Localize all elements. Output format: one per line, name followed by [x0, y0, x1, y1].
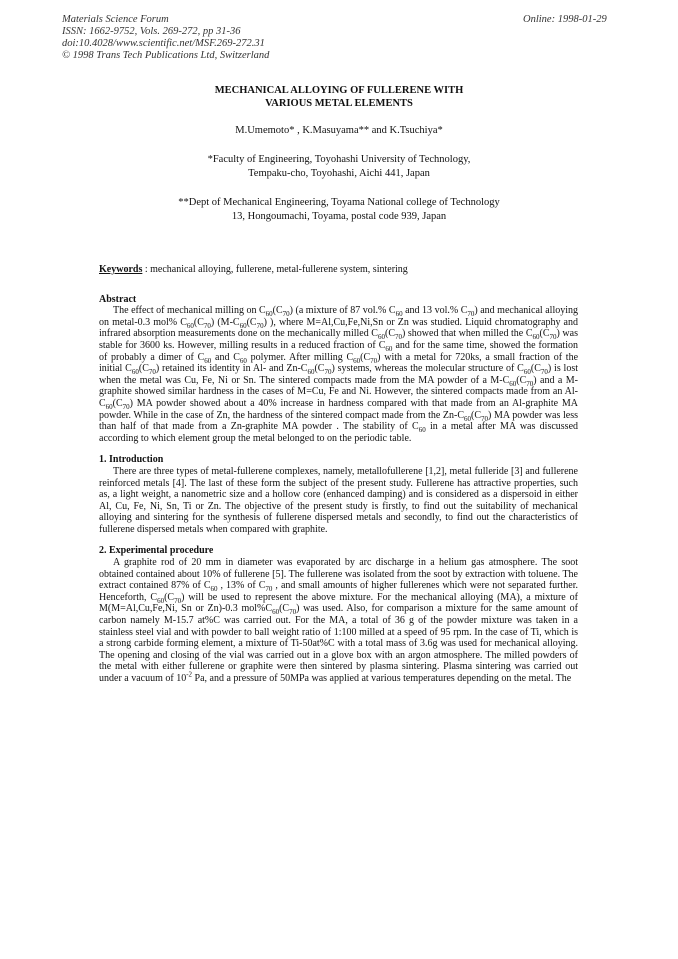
introduction-heading: 1. Introduction — [99, 454, 164, 466]
title-line-2: VARIOUS METAL ELEMENTS — [265, 98, 413, 109]
affiliation-1-line-2: Tempaku-cho, Toyohashi, Aichi 441, Japan — [248, 168, 430, 179]
keywords-text: : mechanical alloying, fullerene, metal-fullerene system, sintering — [142, 264, 408, 275]
introduction-text: There are three types of metal-fullerene complexes, namely, metallofullerene [1,2], metal fulleride [3] and fullerene reinforced metals [4]. The last of these form the subject of the present study. Fullerene has attractive properties, such as, a light weight, a nanometric size and a hollow core (enhanced damping) and is considered as a dispersoid in either Al, Cu, Fe, Ni, Sn, Ti or Zn. The objective of the present study is firstly, to find out the suitability of mechanical alloying and sintering for the synthesis of fullerene dispersed metals and secondly, to find out the characteristics of fullerene dispersed metals when compared with graphite. — [99, 465, 578, 535]
paper-title — [0, 84, 678, 110]
doi-line: doi:10.4028/www.scientific.net/MSF.269-272.31 — [62, 38, 265, 49]
experimental-heading: 2. Experimental procedure — [99, 545, 214, 557]
affiliation-2 — [0, 196, 678, 224]
author-list: M.Umemoto* , K.Masuyama** and K.Tsuchiya* — [235, 125, 443, 136]
online-date: Online: 1998-01-29 — [523, 14, 607, 25]
keywords-label: Keywords — [99, 264, 143, 275]
experimental-text: A graphite rod of 20 mm in diameter was evaporated by arc discharge in a helium gas atmosphere. The soot obtained contained about 10% of fullerene [5]. The fullerene was isolated from the soot by extraction with toluene. The extract contained 87% of $C_{60}$ , 13% of $C_{70}$ , and small amounts of higher fullerenes which were not separated further. Henceforth, $C_{60}(C_{70})$ will be used to represent the above mixture. For the mechanical alloying (MA), a mixture of M(M=Al,Cu,Fe,Ni, Sn or Zn)-0.3 $mol\%C_{60}(C_{70})$ was used. Also, for comparison a mixture for the same amount of carbon namely M-15.7 at%C was carried out. For the MA, a total of 36 g of the powder mixture was taken in a stainless steel vial and with powder to ball weight ratio of 1:100 milled at a speed of 95 rpm. In the case of Ti, which is a strong carbide forming element, a mixture of Ti-50at%C with a total mass of 3.6g was used for mechanical alloying. The opening and closing of the vial was carried out in a glove box with an argon atmosphere. The milled powders of the metal with either fullerene or graphite were then sintered by plasma sintering. Plasma sintering was carried out under a vacuum of $10^{-2}$ Pa, and a pressure of 50MPa was applied at various temperatures depending on the metal. The — [99, 557, 578, 684]
journal-header — [62, 14, 269, 62]
affiliation-2-line-1: **Dept of Mechanical Engineering, Toyama National college of Technology — [178, 197, 500, 208]
keywords — [99, 264, 578, 276]
affiliation-2-line-2: 13, Hongoumachi, Toyama, postal code 939, Japan — [231, 211, 447, 222]
title-line-1: MECHANICAL ALLOYING OF FULLERENE WITH — [214, 85, 464, 96]
affiliation-1 — [0, 153, 678, 181]
abstract-heading: Abstract — [99, 293, 137, 305]
affiliation-1-line-1: *Faculty of Engineering, Toyohashi University of Technology, — [207, 154, 471, 165]
issn-line: ISSN: 1662-9752, Vols. 269-272, pp 31-36 — [62, 26, 241, 37]
copyright-line: © 1998 Trans Tech Publications Ltd, Switzerland — [62, 50, 270, 61]
abstract-text: The effect of mechanical milling on $C_{60}(C_{70})$ (a mixture of 87 vol.% $C_{60}$ and 13 vol.% $C_{70}$) and mechanical alloying on metal-0.3 mol% $C_{60}(C_{70})$ ($M-C_{60}(C_{70})$ ), where M=Al,Cu,Fe,Ni,Sn or Zn was studied. Liquid chromatography and infrared absorption measurements done on the mechanically milled $C_{60}(C_{70})$ showed that when milled the $C_{60}(C_{70})$ was stable for 3600 ks. However, milling results in a reduced fraction of $C_{60}$ and for the same time, showed the formation of probably a dimer of $C_{60}$ and $C_{60}$ polymer. After milling $C_{60}(C_{70})$ with a metal for 720ks, a small fraction of the initial $C_{60}(C_{70})$ retained its identity in Al- and $Zn-C_{60}(C_{70})$ systems, whereas the molecular structure of $C_{60}(C_{70})$ is lost when the metal was Cu, Fe, Ni or Sn. The sintered compacts made from the MA powder of a $M-C_{60}(C_{70})$ and a M-graphite showed similar hardness in the cases of M=Cu, Fe and Ni. However, the sintered compacts made from an $Al-C_{60}(C_{70})$ MA powder showed about a 40% increase in hardness compared with that made from an Al-graphite MA powder. While in the case of Zn, the hardness of the sintered compact made from the $Zn-C_{60}(C_{70})$ MA powder was less than half of that made from a Zn-graphite MA powder . The stability of $C_{60}$ in a metal after MA was discussed according to which element group the metal belonged to on the periodic table. — [99, 305, 579, 444]
paper-body — [99, 264, 578, 685]
journal-name: Materials Science Forum — [62, 14, 169, 25]
